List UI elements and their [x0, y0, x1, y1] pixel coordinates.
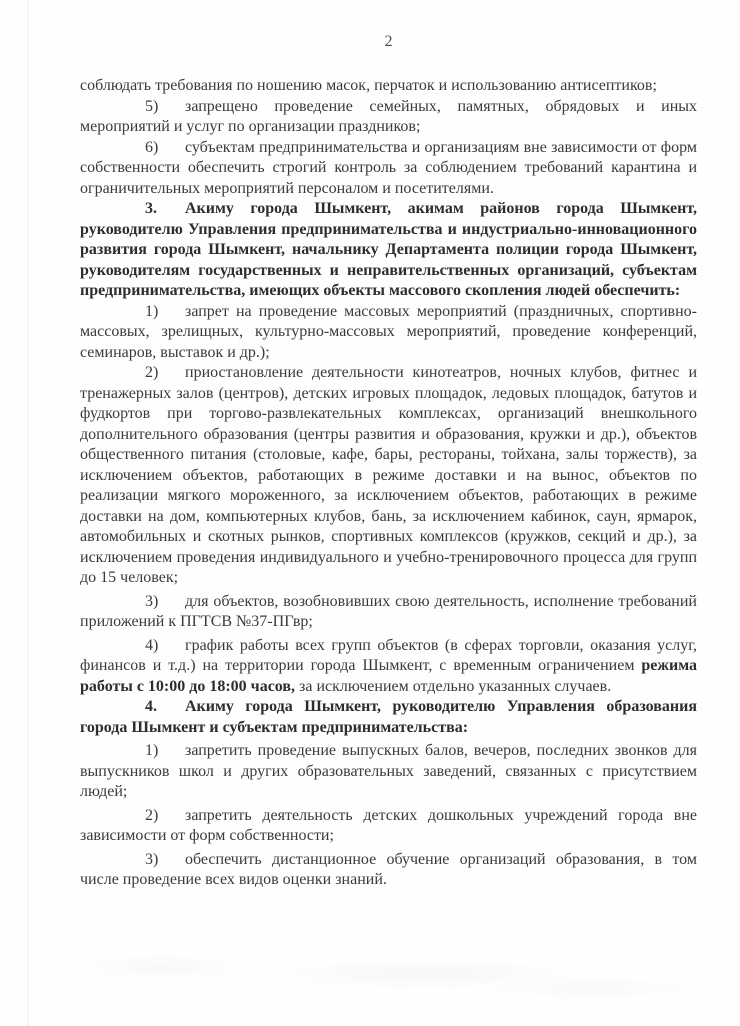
section-number: 4.	[145, 698, 157, 715]
section-text: Акиму города Шымкент, руководителю Управления образования города Шымкент и субъектам предпринимательства:	[80, 698, 697, 736]
item-number: 1)	[145, 742, 159, 759]
section-3-heading	[80, 199, 697, 302]
section-4-heading	[80, 697, 697, 738]
document-body	[80, 76, 697, 891]
paragraph-text: соблюдать требования по ношению масок, перчаток и использованию антисептиков;	[80, 77, 657, 94]
item-number: 2)	[145, 364, 159, 381]
item-text: запрещено проведение семейных, памятных, обрядовых и иных мероприятий и услуг по организации праздников;	[80, 97, 697, 135]
section-3-item-4	[80, 636, 697, 698]
section-number: 3.	[145, 200, 157, 217]
item-text-bold: режима работы с 10:00 до 18:00 часов,	[80, 657, 697, 695]
item-number: 1)	[145, 302, 159, 320]
item-text: запретить проведение выпускных балов, вечеров, последних звонков для выпускников школ и других образовательных заведений, связанных с присутствием людей;	[80, 742, 697, 800]
item-number: 5)	[145, 97, 159, 115]
item-text: для объектов, возобновивших свою деятельность, исполнение требований приложений к ПГТСВ №37-ПГвр;	[80, 592, 697, 630]
item-number: 3)	[145, 850, 159, 868]
section-4-item-3	[80, 850, 697, 891]
paragraph-continuation	[80, 76, 697, 97]
scan-bleedthrough-artifact	[30, 946, 690, 1016]
list-item-5	[80, 97, 697, 138]
item-text: обеспечить дистанционное обучение организаций образования, в том числе проведение всех видов оценки знаний.	[80, 850, 697, 888]
item-number: 2)	[145, 806, 159, 824]
section-3-item-3	[80, 592, 697, 633]
item-text: за исключением отдельно указанных случаев.	[295, 677, 612, 695]
list-item-6	[80, 138, 697, 200]
section-4-item-2	[80, 806, 697, 847]
item-number: 6)	[145, 138, 159, 156]
page-number: 2	[384, 33, 393, 50]
item-number: 4)	[145, 636, 159, 654]
section-3-item-1	[80, 302, 697, 364]
item-number: 3)	[145, 592, 159, 610]
item-text: график работы всех групп объектов (в сферах торговли, оказания услуг, финансов и т.д.) на территории города Шымкент, с временным ограничением	[80, 636, 697, 674]
item-text: субъектам предпринимательства и организациям вне зависимости от форм собственности обеспечить строгий контроль за соблюдением требований карантина и ограничительных мероприятий персоналом и посетителями.	[80, 138, 697, 197]
item-text: запрет на проведение массовых мероприятий (праздничных, спортивно-массовых, зрелищных, культурно-массовых мероприятий, проведение конференций, семинаров, выставок и др.);	[80, 302, 697, 361]
item-text: запретить деятельность детских дошкольных учреждений города вне зависимости от форм собственности;	[80, 806, 697, 844]
section-4-item-1	[80, 741, 697, 803]
section-3-item-2	[80, 363, 697, 589]
item-text: приостановление деятельности кинотеатров, ночных клубов, фитнес и тренажерных залов (центров), детских игровых площадок, ледовых площадок, батутов и фудкортов при торгово-развлекательных комплексах, организаций внешкольного дополнительного образования (центры развития и образования, кружки и др.), объектов общественного питания (столовые, кафе, бары, рестораны, тойхана, залы торжеств), за исключением объектов, работающих в режиме доставки и на вынос, объектов по реализации мягкого мороженного, за исключением объектов, работающих в режиме доставки на дом, компьютерных клубов, бань, за исключением кабинок, саун, ярмарок, автомобильных и скотных рынков, спортивных комплексов (кружков, секций и др.), за исключением проведения индивидуального и учебно-тренировочного процесса для групп до 15 человек;	[80, 364, 697, 586]
scan-edge-artifact	[27, 0, 29, 1026]
section-text: Акиму города Шымкент, акимам районов города Шымкент, руководителю Управления предпринимательства и индустриально-инновационного развития города Шымкент, начальнику Департамента полиции города Шымкент, руководителям государственных и неправительственных организаций, субъектам предпринимательства, имеющих объекты массового скопления людей обеспечить:	[80, 200, 697, 299]
